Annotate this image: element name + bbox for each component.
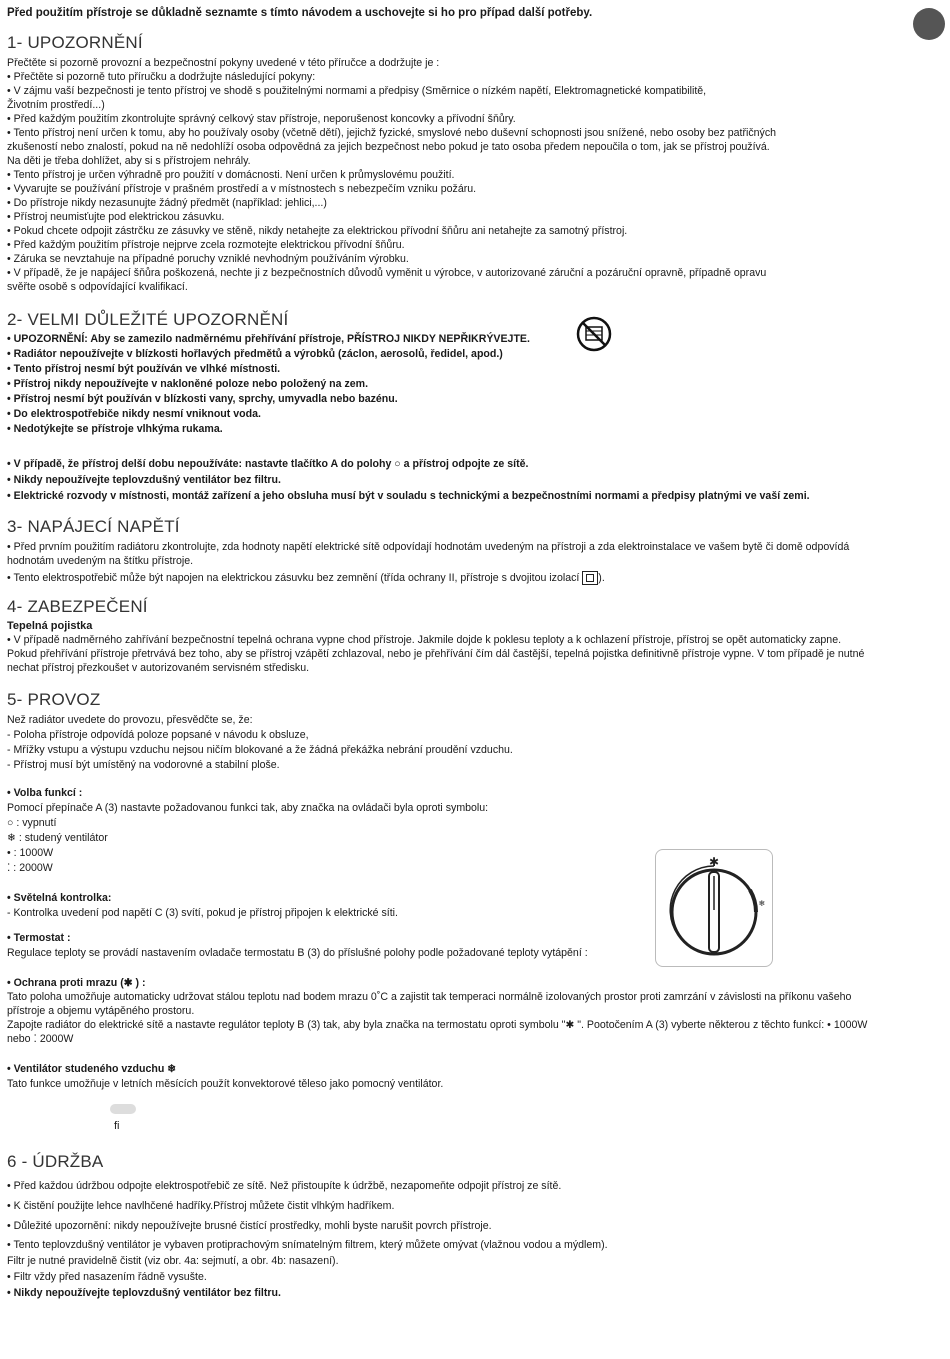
section-4-title: 4- ZABEZPEČENÍ [7,597,148,616]
function-item: ⁚ : 2000W [7,862,53,874]
s6-line: • K čistění použijte lehce navlhčené hadříky.Přístroj můžete čistit vlhkým hadříkem. [7,1200,395,1212]
s3-line-text: • Tento elektrospotřebič může být napojen na elektrickou zásuvku bez zemnění (třída ochrany II, přístroje s dvojitou izolací [7,572,580,584]
thermostat-desc: Regulace teploty se provádí nastavením ovladače termostatu B (3) do příslušné polohy podle požadované teploty vytápění : [7,947,588,959]
section-2-title: 2- VELMI DŮLEŽITÉ UPOZORNĚNÍ [7,310,289,329]
fan-symbol-icon [110,1104,136,1114]
section-4-body [7,619,937,675]
frost-title: • Ochrana proti mrazu (✱ ) : [7,977,146,989]
s1-line: • V případě, že je napájecí šňůra poškozená, nechte ji z bezpečnostních důvodů vyměnit u výrobce, v autorizované záruční a pozáruční opravně, případně opravu [7,267,767,279]
section-2-body-extra [7,456,937,504]
do-not-cover-icon [576,316,612,357]
page-corner-marker [913,8,945,40]
s5-line: Než radiátor uvedete do provozu, přesvědčte se, že: [7,714,253,726]
s3-line-end: ). [598,572,605,584]
s1-line: • Záruka se nevztahuje na případné poruchy vzniklé nevhodným používáním výrobku. [7,253,409,265]
double-insulation-icon [582,571,598,585]
section-5-title: 5- PROVOZ [7,690,101,709]
s1-line: • Tento přístroj je určen výhradně pro použití v domácnosti. Není určen k průmyslovému použití. [7,169,455,181]
function-item: ○ : vypnutí [7,817,57,829]
s1-line: • Vyvarujte se používání přístroje v prašném prostředí a v místnostech s nebezpečím vzniku požáru. [7,183,477,195]
svg-text:❄: ❄ [758,899,766,908]
indicator-title: • Světelná kontrolka: [7,892,112,904]
s1-line: • Přístroj neumisťujte pod elektrickou zásuvku. [7,211,225,223]
s6-line: • Nikdy nepoužívejte teplovzdušný ventilátor bez filtru. [7,1287,281,1299]
s1-line: zkušeností nebo znalostí, pokud na ně nedohlíží osoba odpovědná za jejich bezpečnost nebo pokud je tato osoba předem nepoučila o tom, jak se přístroj používá. [7,141,770,153]
frost-line: přístroje a objemu vytápěného prostoru. [7,1005,195,1017]
section-6-title: 6 - ÚDRŽBA [7,1152,104,1171]
thermostat [7,931,937,961]
section-2-body [7,332,567,437]
s5-line: - Poloha přístroje odpovídá poloze popsané v návodu k obsluze, [7,729,309,741]
section-1-title: 1- UPOZORNĚNÍ [7,33,143,52]
s2-line: • Do elektrospotřebiče nikdy nesmí vniknout voda. [7,408,261,420]
s2-line: • Přístroj nesmí být používán v blízkosti vany, sprchy, umyvadla nebo bazénu. [7,393,398,405]
function-title: • Volba funkcí : [7,787,83,799]
thermostat-title: • Termostat : [7,932,71,944]
cold-air-fan [7,1062,937,1092]
section-1-body [7,56,937,294]
intro-note: Před použitím přístroje se důkladně seznamte s tímto návodem a uschovejte si ho pro případ další potřeby. [7,7,593,19]
section-6-body-b [7,1237,937,1301]
s1-line: • Před každým použitím přístroje nejprve zcela rozmotejte elektrickou přívodní šňůru. [7,239,405,251]
function-selection [7,786,647,876]
function-desc: Pomocí přepínače A (3) nastavte požadovanou funkci tak, aby značka na ovládači byla oproti symbolu: [7,802,489,814]
section-3-body [7,540,937,585]
s5-line: - Mřížky vstupu a výstupu vzduchu nejsou ničím blokované a že žádná překážka nebrání proudění vzduchu. [7,744,513,756]
frost-line: Tato poloha umožňuje automaticky udržovat stálou teplotu nad bodem mrazu 0˚C a zajistit tak temperaci normálně izolovaných prostor proti zamrzání v závislosti na příkonu vašeho [7,991,852,1003]
thermal-fuse-subtitle: Tepelná pojistka [7,620,93,632]
s3-line-last [7,571,937,585]
s1-line: Přečtěte si pozorně provozní a bezpečnostní pokyny uvedené v této příručce a dodržujte je : [7,57,440,69]
s6-line: • Důležité upozornění: nikdy nepoužívejte brusné čistící prostředky, mohli byste narušit povrch přístroje. [7,1220,492,1232]
s1-line: • Přečtěte si pozorně tuto příručku a dodržujte následující pokyny: [7,71,316,83]
fi-text: fi [114,1120,120,1132]
svg-text:✱: ✱ [708,855,720,869]
s2-line: • V případě, že přístroj delší dobu nepoužíváte: nastavte tlačítko A do polohy ○ a přístroj odpojte ze sítě. [7,458,529,470]
s2-line: • Tento přístroj nesmí být používán ve vlhké místnosti. [7,363,281,375]
s4-line: nechat přístroj přezkoušet v autorizovaném servisném středisku. [7,662,310,674]
s1-line: • V zájmu vaší bezpečnosti je tento přístroj ve shodě s použitelnými normami a předpisy (Směrnice o nízkém napětí, Elektromagnetické kompatibilitě, [7,85,707,97]
s4-line: • V případě nadměrného zahřívání bezpečnostní tepelná ochrana vypne chod přístroje. Jakmile dojde k poklesu teploty a k ochlazení přístroje, přístroj se opět automaticky zapne. [7,634,842,646]
s2-line: • Nedotýkejte se přístroje vlhkýma rukama. [7,423,223,435]
section-5-intro [7,713,937,773]
s2-line: • Přístroj nikdy nepoužívejte v nakloněné poloze nebo položený na zem. [7,378,369,390]
s1-line: Na děti je třeba dohlížet, aby si s přístrojem nehrály. [7,155,251,167]
s2-line: • Elektrické rozvody v místnosti, montáž zařízení a jeho obsluha musí být v souladu s technickými a bezpečnostními normami a předpisy platnými ve vaší zemi. [7,490,810,502]
s1-line: • Před každým použitím zkontrolujte správný celkový stav přístroje, neporušenost koncovky a přívodní šňůry. [7,113,516,125]
frost-line: nebo ⁚ 2000W [7,1033,74,1045]
fan-title: • Ventilátor studeného vzduchu ❄ [7,1063,177,1075]
s1-line: • Pokud chcete odpojit zástrčku ze zásuvky ve stěně, nikdy netahejte za elektrickou přívodní šňůru ani netahejte za samotný přístroj. [7,225,628,237]
fan-desc: Tato funkce umožňuje v letních měsících použít konvektorové těleso jako pomocný ventilátor. [7,1078,444,1090]
function-item: • : 1000W [7,847,54,859]
s4-line: Pokud přehřívání přístroje přetrvává bez toho, aby se přístroj vzápětí zchlazoval, nebo je přehřívání čím dál častější, tepelná pojistka definitivně přístroje vypne. V tom případě je nutné [7,648,865,660]
s6-line: • Filtr vždy před nasazením řádně vysušte. [7,1271,207,1283]
frost-line: Zapojte radiátor do elektrické sítě a nastavte regulátor teploty B (3) tak, aby byla značka na termostatu oproti symbolu "✱ ". Pootočením A (3) vyberte některou z těchto funkcí: • 1000W [7,1019,868,1031]
s2-line: • UPOZORNĚNÍ: Aby se zamezilo nadměrnému přehřívání přístroje, PŘÍSTROJ NIKDY NEPŘIKRÝVEJTE. [7,333,530,345]
s1-line: Životním prostředí...) [7,99,105,111]
s1-line: • Do přístroje nikdy nezasunujte žádný předmět (například: jehlici,...) [7,197,327,209]
section-3-title: 3- NAPÁJECÍ NAPĚTÍ [7,517,180,536]
function-item: ❄ : studený ventilátor [7,832,108,844]
s5-line: - Přístroj musí být umístěný na vodorovné a stabilní ploše. [7,759,280,771]
s2-line: • Radiátor nepoužívejte v blízkosti hořlavých předmětů a výrobků (záclon, aerosolů, ředidel, apod.) [7,348,503,360]
s6-line: Filtr je nutné pravidelně čistit (viz obr. 4a: sejmutí, a obr. 4b: nasazení). [7,1255,339,1267]
s3-line: • Před prvním použitím radiátoru zkontrolujte, zda hodnoty napětí elektrické sítě odpovídají hodnotám uvedeným na přístroji a zda elektroinstalace ve vašem bytě či domě odpovídá [7,541,850,553]
indicator-light [7,891,937,921]
indicator-desc: - Kontrolka uvedení pod napětí C (3) svítí, pokud je přístroj připojen k elektrické síti. [7,907,398,919]
s1-line: • Tento přístroj není určen k tomu, aby ho používaly osoby (včetně dětí), jejichž fyzické, smyslové nebo duševní schopnosti jsou snížené, nebo osoby bez patřičných [7,127,777,139]
s1-line: svěřte osobě s odpovídající kvalifikací. [7,281,188,293]
s6-line: • Před každou údržbou odpojte elektrospotřebič ze sítě. Než přistoupíte k údržbě, nezapomeňte odpojit přístroj ze sítě. [7,1180,562,1192]
s2-line: • Nikdy nepoužívejte teplovzdušný ventilátor bez filtru. [7,474,281,486]
frost-protection [7,976,937,1046]
s3-line: hodnotám uvedeným na štítku přístroje. [7,555,194,567]
section-6-body-a [7,1176,937,1236]
s6-line: • Tento teplovzdušný ventilátor je vybaven protiprachovým snímatelným filtrem, který můžete omývat (vlažnou vodou a mýdlem). [7,1239,608,1251]
